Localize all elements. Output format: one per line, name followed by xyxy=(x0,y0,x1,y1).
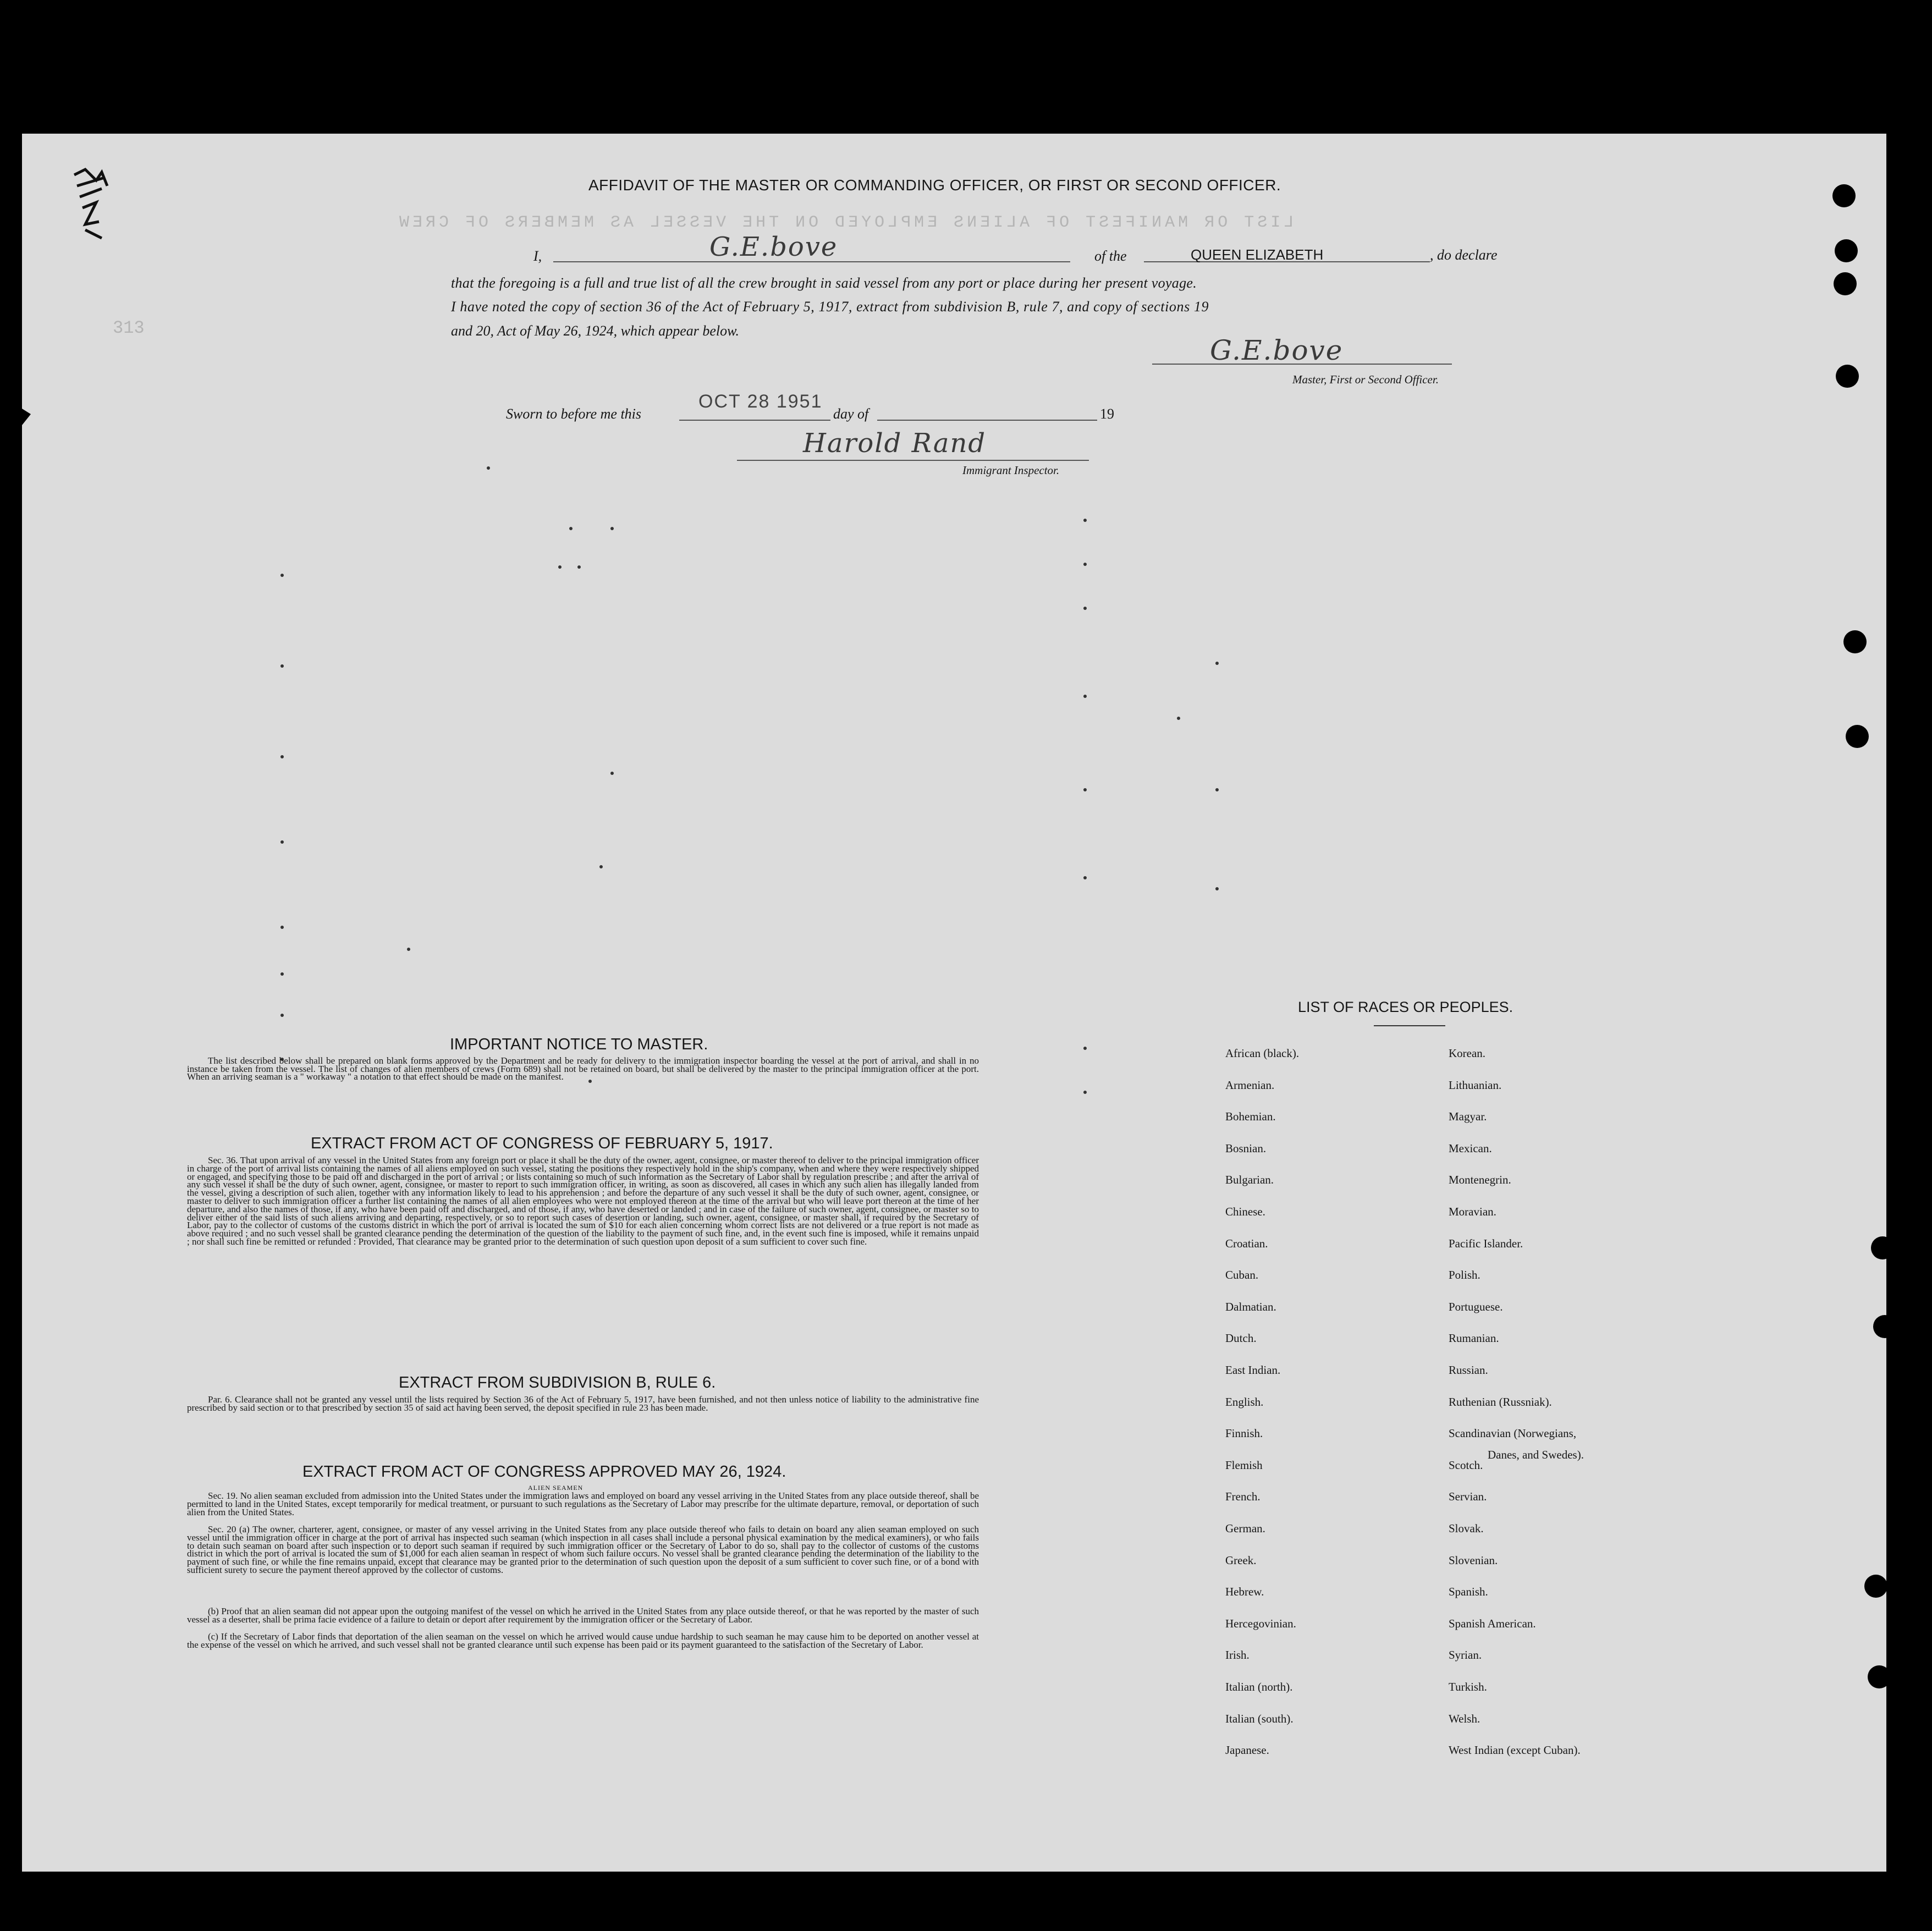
race-scandinavian-continued: Danes, and Swedes). xyxy=(1488,1448,1584,1461)
affidavit-signature: G.E.bove xyxy=(709,232,838,262)
subdivision-title: EXTRACT FROM SUBDIVISION B, RULE 6. xyxy=(399,1374,716,1391)
handwritten-mark xyxy=(63,164,113,246)
race-left-item: German. xyxy=(1225,1522,1265,1535)
sworn-date-line xyxy=(679,420,830,421)
speck xyxy=(610,772,614,775)
affidavit-line-4: and 20, Act of May 26, 1924, which appear below. xyxy=(451,323,740,339)
punch-hole xyxy=(1873,1315,1886,1338)
races-title-rule xyxy=(1374,1025,1445,1026)
race-right-item: Syrian. xyxy=(1449,1648,1482,1662)
sec19-text: Sec. 19. No alien seaman excluded from admission into the United States under the immigration laws and employed on board any vessel arriving in the United States from any place outside thereof, shall be permitted to land in the United States, except temporarily for medical treatment, or pursuant to such regulations as the Secretary of Labor may prescribe for the ultimate departure, removal, or deportation of such alien from the United States. xyxy=(187,1490,979,1517)
race-right-item: Spanish. xyxy=(1449,1585,1488,1598)
affidavit-line-2: that the foregoing is a full and true list of all the crew brought in said vessel from any port or place during her present voyage. xyxy=(451,275,1197,291)
race-right-item: Slovak. xyxy=(1449,1522,1484,1535)
race-left-item: Cuban. xyxy=(1225,1268,1259,1281)
race-right-item: Russian. xyxy=(1449,1363,1488,1377)
bleed-through-number: 313 xyxy=(113,318,145,338)
race-right-item: West Indian (except Cuban). xyxy=(1449,1743,1581,1757)
affidavit-do-declare: , do declare xyxy=(1430,247,1498,263)
punch-hole xyxy=(1835,239,1858,262)
alien-seamen-subtitle: ALIEN SEAMEN xyxy=(528,1484,584,1492)
punch-hole xyxy=(1832,184,1856,207)
race-left-item: Italian (north). xyxy=(1225,1680,1293,1693)
race-right-item: Lithuanian. xyxy=(1449,1079,1502,1092)
race-left-item: Finnish. xyxy=(1225,1427,1263,1440)
punch-hole xyxy=(1868,1665,1886,1688)
punch-hole xyxy=(1846,725,1869,748)
extract-1917-text: Sec. 36. That upon arrival of any vessel in the United States from any foreign port or place it shall be the duty of the owner, agent, consignee, or master thereof to deliver to the principal immigration officer in charge of the port of arrival lists containing the names of all aliens employed on such vessel, stating the positions they respectively hold in the ship's company, when and where they were respectively shipped or engaged, and specifying those to be paid off and discharged in the port of arrival ; or lists containing so much of such information as the Secretary of Labor shall by regulation prescribe ; and after the arrival of any such vessel it shall be the duty of such owner, agent, consignee, or master to report to such immigration officer, in writing, as soon as discovered, all cases in which any such alien has illegally landed from the vessel, giving a description of such alien, together with any information likely to lead to his apprehension ; and before the departure of any such vessel it shall be the duty of such owner, agent, consignee, or master to deliver to such immigration officer a further list containing the names of all alien employees who were not employed thereon at the time of the arrival but who will leave port thereon at the time of her departure, and also the names of those, if any, who have been paid off and discharged, and of those, if any, who have deserted or landed ; and in case of the failure of such owner, agent, consignee, or master so to deliver either of the said lists of such aliens arriving and departing, respectively, or so to report such cases of desertion or landing, such owner, agent, consignee, or master shall, if required by the Secretary of Labor, pay to the collector of customs of the customs district in which the port of arrival is located the sum of $10 for each alien concerning whom correct lists are not delivered or a true report is not made as above required ; and no such vessel shall be granted clearance pending the determination of the question of the liability to the payment of such fine, and, in the event such fine is imposed, while it remains unpaid ; nor shall such fine be remitted or refunded : Provided, That clearance may be granted prior to the determination of such question upon deposit of a sum sufficient to cover such fine. xyxy=(187,1155,979,1247)
race-left-item: Greek. xyxy=(1225,1554,1257,1567)
speck xyxy=(1215,788,1219,791)
race-left-item: English. xyxy=(1225,1395,1264,1409)
race-left-item: Dutch. xyxy=(1225,1332,1257,1345)
race-right-item: Scotch. xyxy=(1449,1459,1483,1472)
race-right-item: Servian. xyxy=(1449,1490,1487,1503)
race-left-item: Italian (south). xyxy=(1225,1712,1293,1725)
race-right-item: Magyar. xyxy=(1449,1110,1487,1123)
vessel-name: QUEEN ELIZABETH xyxy=(1191,246,1324,263)
notice-text: The list described below shall be prepared on blank forms approved by the Department and be ready for delivery to the immigration inspector boarding the vessel at the port of arrival, and shall in no instance be taken from the vessel. The list of changes of alien members of crews (Form 689) shall not be retained on board, but shall be delivered by the master to the principal immigration officer at the port. When an arriving seaman is a " workaway " a notation to that effect should be made on the manifest. xyxy=(187,1055,979,1082)
race-left-item: Bohemian. xyxy=(1225,1110,1276,1123)
inspector-caption: Immigrant Inspector. xyxy=(962,464,1060,477)
race-right-item: Portuguese. xyxy=(1449,1300,1503,1313)
extract-1917-title: EXTRACT FROM ACT OF CONGRESS OF FEBRUARY 5, 1917. xyxy=(311,1135,773,1152)
sec20b-text: (b) Proof that an alien seaman did not appear upon the outgoing manifest of the vessel on which he arrived in the United States from any place outside thereof, or that he was reported by the master of such vessel as a deserter, shall be prima facie evidence of a failure to detain or deport after requirement by the immigration officer or the Secretary of Labor. xyxy=(187,1606,979,1625)
race-right-item: Moravian. xyxy=(1449,1205,1496,1218)
speck xyxy=(487,466,490,470)
bleed-through-title: LIST OR MANIFEST OF ALIENS EMPLOYED ON THE VESSEL AS MEMBERS OF CREW xyxy=(396,213,1294,232)
speck xyxy=(280,926,284,929)
sec20c-text: (c) If the Secretary of Labor finds that deportation of the alien seaman on the vessel on which he arrived would cause undue hardship to such seaman he may cause him to be deported on another vessel at the expense of the vessel on which he arrived, and such vessel shall not be granted clearance until such expense has been paid or its payment guaranteed to the satisfaction of the Secretary of Labor. xyxy=(187,1631,979,1650)
race-left-item: African (black). xyxy=(1225,1047,1300,1060)
speck xyxy=(280,972,284,976)
speck xyxy=(577,565,581,569)
sworn-label: Sworn to before me this xyxy=(506,406,642,422)
speck xyxy=(558,565,562,569)
speck xyxy=(1083,788,1087,791)
race-left-item: Hercegovinian. xyxy=(1225,1617,1296,1630)
race-right-item: Scandinavian (Norwegians, xyxy=(1449,1427,1577,1440)
inspector-signature: Harold Rand xyxy=(803,428,987,459)
speck xyxy=(1083,695,1087,698)
master-signature: G.E.bove xyxy=(1210,334,1344,366)
speck xyxy=(1215,887,1219,890)
race-right-item: Mexican. xyxy=(1449,1142,1492,1155)
race-right-item: Polish. xyxy=(1449,1268,1480,1281)
race-right-item: Welsh. xyxy=(1449,1712,1480,1725)
race-right-item: Turkish. xyxy=(1449,1680,1487,1693)
affidavit-line-3: I have noted the copy of section 36 of the Act of February 5, 1917, extract from subdivision B, rule 7, and copy of sections 19 xyxy=(451,299,1209,315)
speck xyxy=(1083,519,1087,522)
document-page xyxy=(22,134,1886,1872)
speck xyxy=(1177,717,1180,720)
race-left-item: Armenian. xyxy=(1225,1079,1275,1092)
punch-hole xyxy=(1864,1575,1886,1598)
edge-notch xyxy=(22,409,33,425)
subdivision-text: Par. 6. Clearance shall not be granted any vessel until the lists required by Section 36 of the Act of February 5, 1917, have been furnished, and not then unless notice of liability to the administrative fine prescribed by said section or to that prescribed by section 35 of said act having been served, the deposit specified in rule 23 has been made. xyxy=(187,1394,979,1413)
race-right-item: Ruthenian (Russniak). xyxy=(1449,1395,1552,1409)
speck xyxy=(280,1014,284,1017)
race-left-item: Japanese. xyxy=(1225,1743,1269,1757)
speck xyxy=(1083,607,1087,610)
punch-hole xyxy=(1843,630,1867,653)
speck xyxy=(599,865,603,868)
inspector-signature-line xyxy=(737,460,1089,461)
race-right-item: Pacific Islander. xyxy=(1449,1237,1523,1250)
affidavit-of-the: of the xyxy=(1094,248,1127,264)
speck xyxy=(280,574,284,577)
race-left-item: Flemish xyxy=(1225,1459,1263,1472)
punch-hole xyxy=(1834,272,1857,295)
speck xyxy=(1083,1047,1087,1050)
affidavit-i: I, xyxy=(533,248,542,264)
speck xyxy=(610,527,614,530)
race-left-item: Croatian. xyxy=(1225,1237,1268,1250)
speck xyxy=(280,840,284,844)
race-left-item: Bosnian. xyxy=(1225,1142,1267,1155)
speck xyxy=(1215,662,1219,665)
race-left-item: Chinese. xyxy=(1225,1205,1265,1218)
sec20a-text: Sec. 20 (a) The owner, charterer, agent, consignee, or master of any vessel arriving in the United States from any place outside thereof who fails to detain on board any alien seaman employed on such vessel until the immigration officer in charge at the port of arrival has inspected such seaman (which inspection in all cases shall include a personal physical examination by the medical examiners), or who fails to detain such seaman on board after such inspection or to deport such seaman if required by such immigration officer or the Secretary of Labor to do so, shall pay to the collector of customs of the customs district in which the port of arrival is located the sum of $1,000 for each alien seaman in respect of whom such failure occurs. No vessel shall be granted clearance pending the determination of the liability to the payment of such fine, or while the fine remains unpaid, except that clearance may be granted prior to the determination of such question upon the deposit of a sum sufficient to cover such fine, or of a bond with sufficient surety to secure the payment thereof approved by the collector of customs. xyxy=(187,1524,979,1575)
speck xyxy=(1083,1091,1087,1094)
races-title: LIST OF RACES OR PEOPLES. xyxy=(1298,999,1513,1015)
race-left-item: Dalmatian. xyxy=(1225,1300,1276,1313)
race-left-item: French. xyxy=(1225,1490,1261,1503)
race-right-item: Slovenian. xyxy=(1449,1554,1498,1567)
speck xyxy=(407,948,410,951)
race-right-item: Spanish American. xyxy=(1449,1617,1536,1630)
speck xyxy=(1083,563,1087,566)
race-right-item: Rumanian. xyxy=(1449,1332,1499,1345)
race-left-item: Hebrew. xyxy=(1225,1585,1264,1598)
affidavit-title: AFFIDAVIT OF THE MASTER OR COMMANDING OFFICER, OR FIRST OR SECOND OFFICER. xyxy=(588,177,1281,194)
race-left-item: Bulgarian. xyxy=(1225,1173,1274,1186)
speck xyxy=(1083,876,1087,879)
day-of-label: day of xyxy=(833,406,869,422)
date-stamp: OCT 28 1951 xyxy=(698,391,823,412)
punch-hole xyxy=(1836,365,1859,388)
race-left-item: East Indian. xyxy=(1225,1363,1281,1377)
master-caption: Master, First or Second Officer. xyxy=(1292,373,1439,386)
speck xyxy=(569,527,573,530)
speck xyxy=(280,755,284,758)
notice-title: IMPORTANT NOTICE TO MASTER. xyxy=(450,1036,708,1053)
speck xyxy=(280,664,284,668)
month-line xyxy=(877,420,1097,421)
race-right-item: Korean. xyxy=(1449,1047,1486,1060)
extract-1924-title: EXTRACT FROM ACT OF CONGRESS APPROVED MAY 26, 1924. xyxy=(302,1463,786,1481)
punch-hole xyxy=(1871,1236,1886,1259)
race-left-item: Irish. xyxy=(1225,1648,1250,1662)
race-right-item: Montenegrin. xyxy=(1449,1173,1511,1186)
year-prefix: 19 xyxy=(1100,406,1114,422)
